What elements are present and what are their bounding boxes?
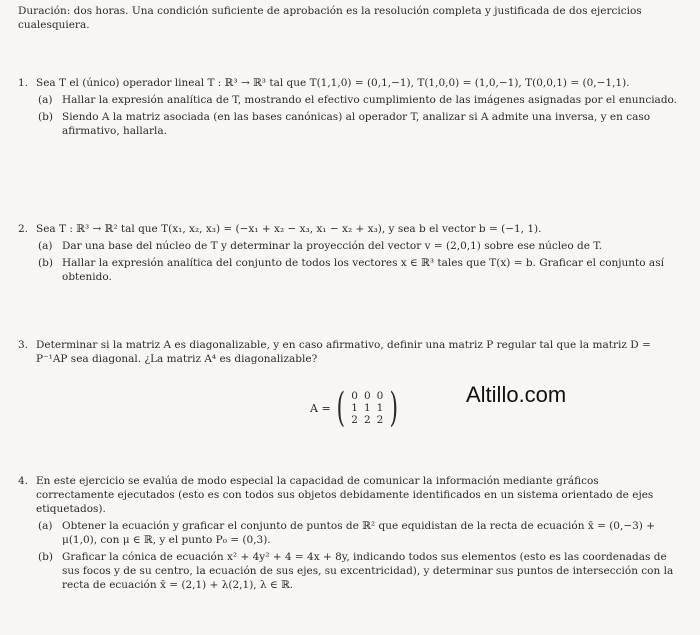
matrix-cell: 1 <box>351 402 358 414</box>
part-label: (a) <box>38 520 53 532</box>
question-part <box>38 519 680 547</box>
question-number: 2. <box>18 223 29 235</box>
question-part <box>38 550 680 592</box>
matrix-cell: 0 <box>351 390 358 402</box>
question-text: Sea T el (único) operador lineal T : ℝ³ → ℝ³ tal que T(1,1,0) = (0,1,−1), T(1,0,0) = (1,0,−1), T(0,0,1) = (0,−1,1). <box>36 77 630 89</box>
watermark: Altillo.com <box>466 382 567 407</box>
part-label: (b) <box>38 111 53 123</box>
matrix-cell: 1 <box>363 402 371 414</box>
question-number: 1. <box>18 77 29 89</box>
part-label: (a) <box>38 94 53 106</box>
question-part <box>38 110 680 138</box>
question-part <box>38 93 680 107</box>
matrix-table <box>348 390 386 426</box>
part-text: Hallar la expresión analítica del conjunto de todos los vectores x ∈ ℝ³ tales que T(x) = b. Graficar el conjunto así obtenido. <box>62 257 664 283</box>
part-text: Siendo A la matriz asociada (en las bases canónicas) al operador T, analizar si A admite una inversa, y en caso afirmativo, hallarla. <box>62 111 651 137</box>
part-text: Hallar la expresión analítica de T, mostrando el efectivo cumplimiento de las imágenes asignadas por el enunciado. <box>62 94 678 106</box>
matrix-label: A = <box>310 401 331 415</box>
matrix-cell: 2 <box>376 414 384 426</box>
matrix-a <box>310 385 402 431</box>
part-label: (b) <box>38 551 53 563</box>
question-4 <box>18 474 680 592</box>
question-number: 3. <box>18 339 29 351</box>
matrix-cell: 0 <box>376 390 384 402</box>
part-label: (b) <box>38 257 53 269</box>
part-label: (a) <box>38 240 53 252</box>
question-3 <box>18 338 680 366</box>
question-1 <box>18 76 680 138</box>
question-text: En este ejercicio se evalúa de modo especial la capacidad de comunicar la información mediante gráficos correctamente ejecutados (esto es con todos sus objetos debidamente identificados en un sistema orientado de ejes etiquetados). <box>36 475 654 515</box>
left-paren: ( <box>336 385 345 431</box>
question-number: 4. <box>18 475 29 487</box>
question-part <box>38 256 680 284</box>
question-2 <box>18 222 680 284</box>
exam-intro: Duración: dos horas. Una condición suficiente de aprobación es la resolución completa y justificada de dos ejercicios cualesquiera. <box>18 5 642 31</box>
matrix-cell: 2 <box>351 414 358 426</box>
question-text: Determinar si la matriz A es diagonalizable, y en caso afirmativo, definir una matriz P regular tal que la matriz D = P⁻¹AP sea diagonal. ¿La matriz A⁴ es diagonalizable? <box>36 339 651 365</box>
question-part <box>38 239 680 253</box>
matrix-cell: 2 <box>363 414 371 426</box>
matrix-cell: 1 <box>376 402 384 414</box>
part-text: Dar una base del núcleo de T y determinar la proyección del vector v = (2,0,1) sobre ese núcleo de T. <box>62 240 603 252</box>
matrix-cell: 0 <box>363 390 371 402</box>
question-text: Sea T : ℝ³ → ℝ² tal que T(x₁, x₂, x₃) = (−x₁ + x₂ − x₃, x₁ − x₂ + x₃), y sea b el vector b = (−1, 1). <box>36 223 542 235</box>
right-paren: ) <box>389 385 399 431</box>
part-text: Obtener la ecuación y graficar el conjunto de puntos de ℝ² que equidistan de la recta de ecuación x̄ = (0,−3) + μ(1,0), con μ ∈ ℝ, y el punto P₀ = (0,3). <box>62 520 656 546</box>
part-text: Graficar la cónica de ecuación x² + 4y² + 4 = 4x + 8y, indicando todos sus elementos (esto es las coordenadas de sus focos y de su centro, la ecuación de sus ejes, su excentricidad), y determinar sus puntos de intersección con la recta de ecuación x̄ = (2,1) + λ(2,1), λ ∈ ℝ. <box>62 551 674 591</box>
